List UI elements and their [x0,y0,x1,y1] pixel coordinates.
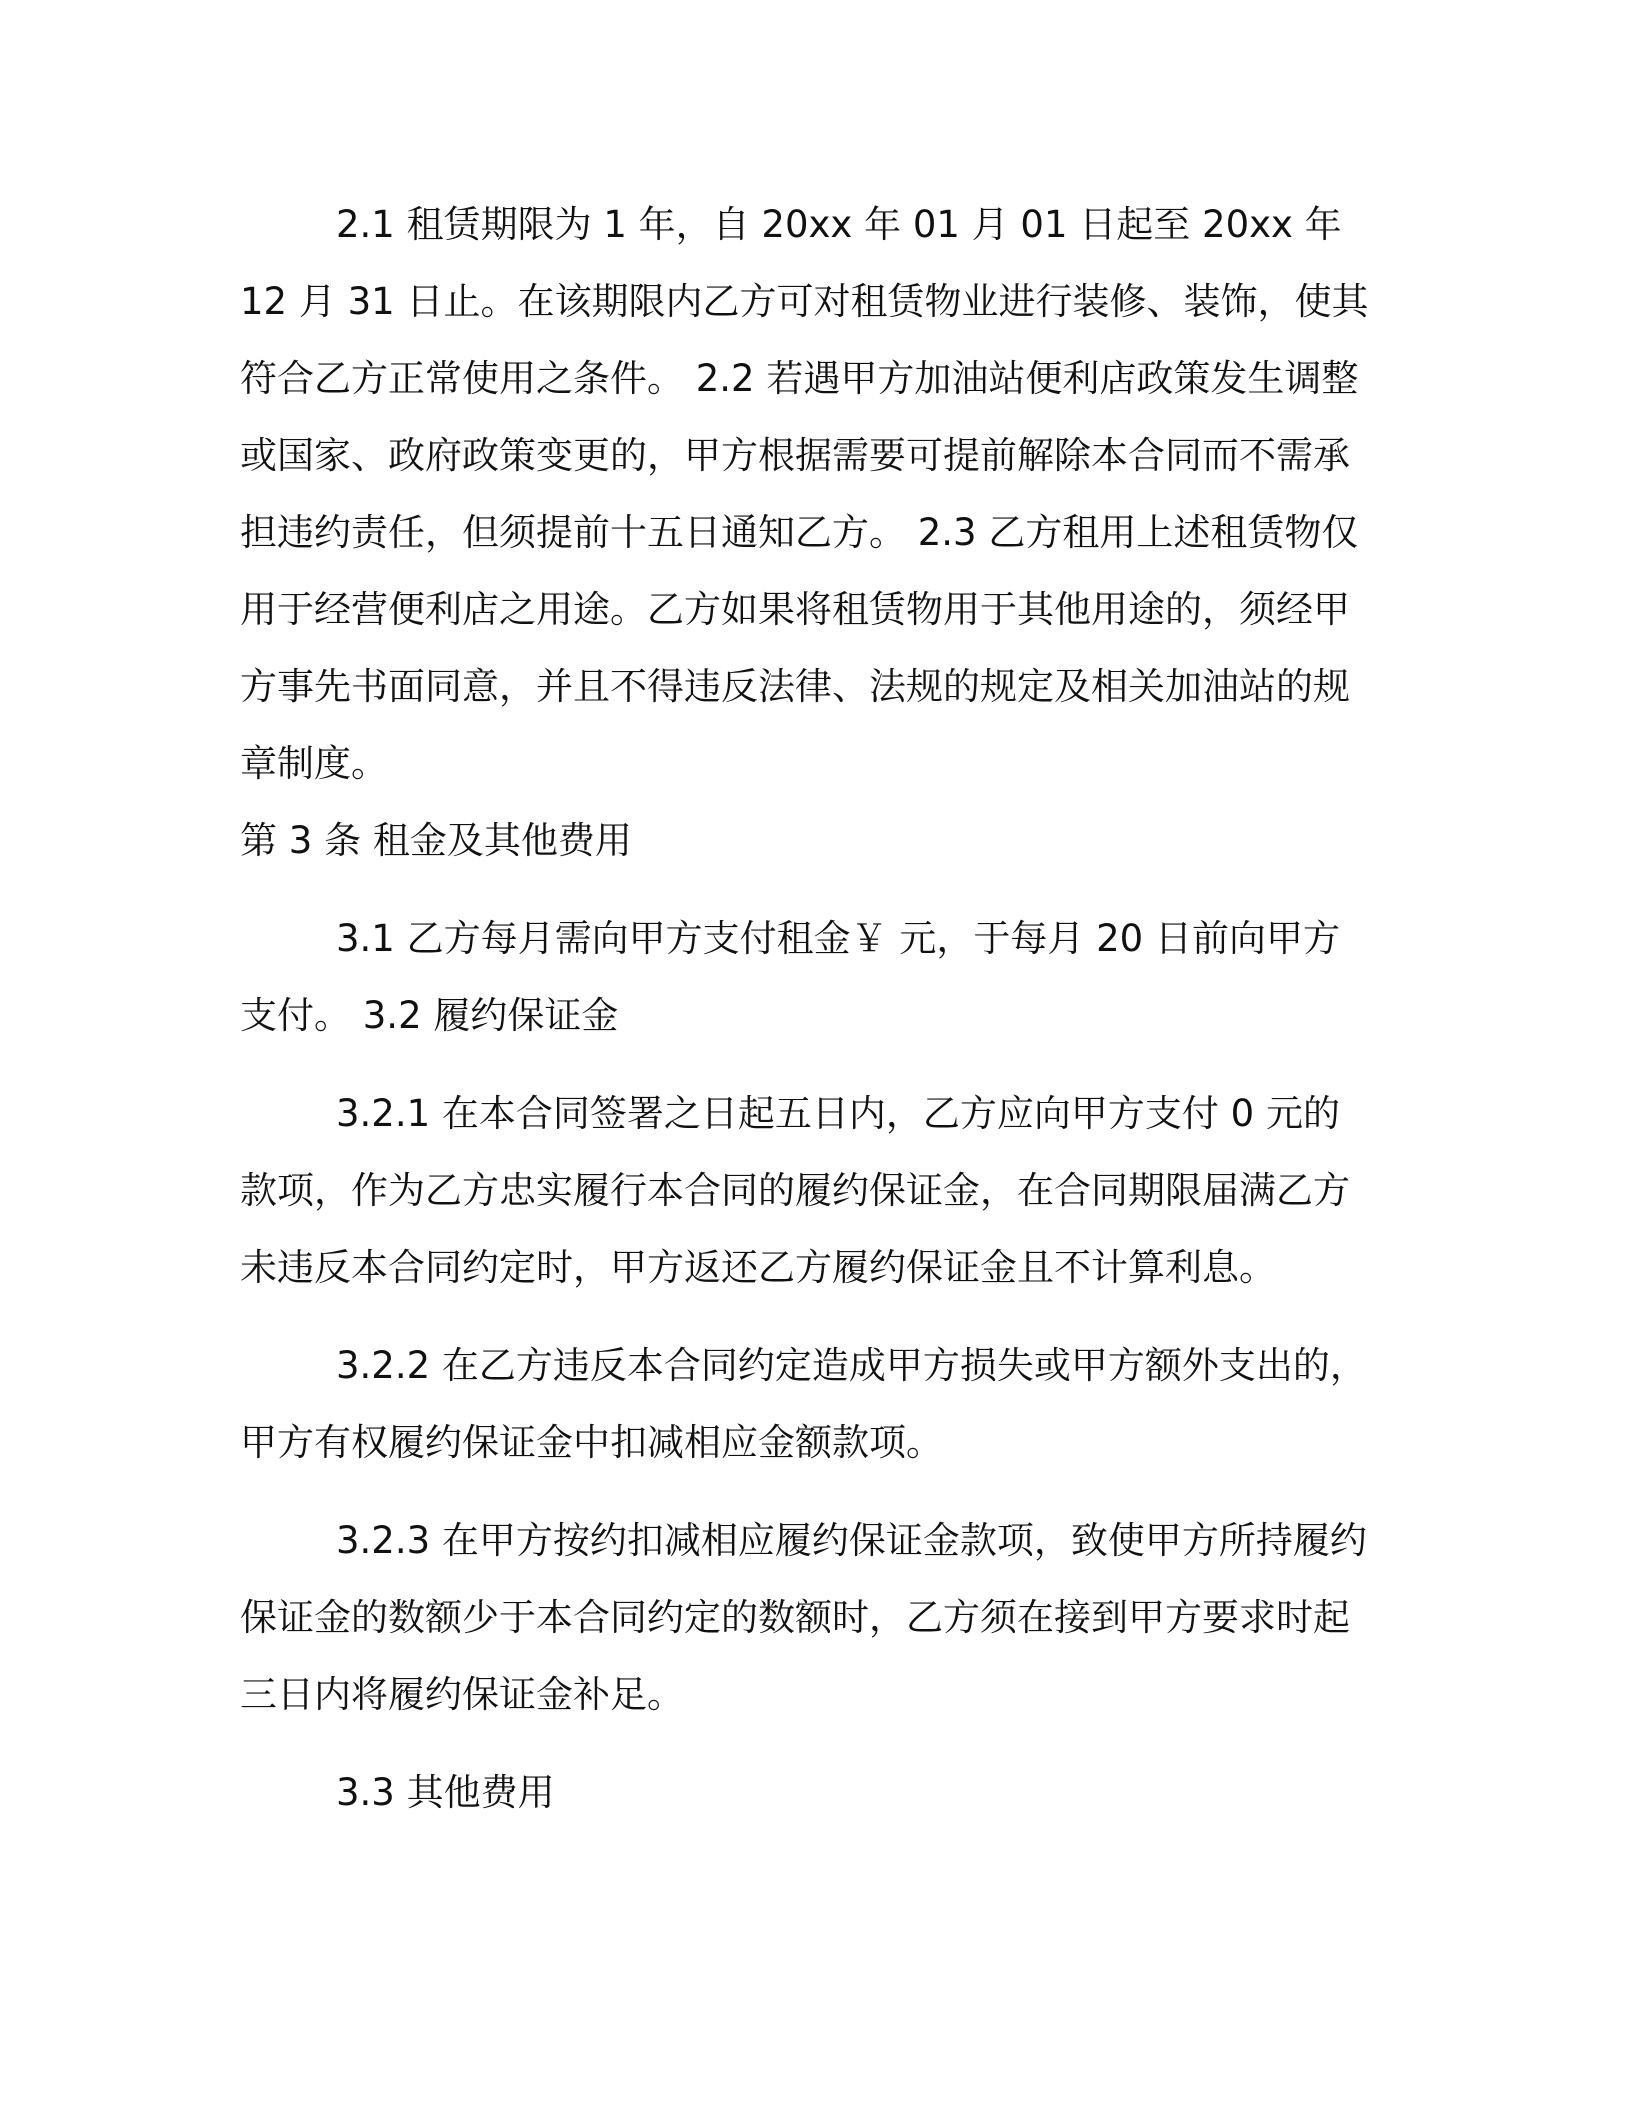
paragraph-rent-payment: 3.1 乙方每月需向甲方支付租金￥ 元，于每月 20 日前向甲方支付。 3.2 履约保证金 [240,917,1340,1037]
paragraph-deposit-deduction: 3.2.2 在乙方违反本合同约定造成甲方损失或甲方额外支出的，甲方有权履约保证金中扣减相应金额款项。 [240,1344,1367,1464]
document-page [240,186,1376,1831]
paragraph-deposit-payment: 3.2.1 在本合同签署之日起五日内，乙方应向甲方支付 0 元的款项，作为乙方忠实履行本合同的履约保证金，在合同期限届满乙方未违反本合同约定时，甲方返还乙方履约保证金且不计算利息。 [240,1092,1350,1289]
section-heading-rent: 第 3 条 租金及其他费用 [240,819,632,862]
paragraph-lease-term: 2.1 租赁期限为 1 年，自 20xx 年 01 月 01 日起至 20xx 年 12 月 31 日止。在该期限内乙方可对租赁物业进行装修、装饰，使其符合乙方正常使用之条件。 2.2 若遇甲方加油站便利店政策发生调整或国家、政府政策变更的，甲方根据需要可提前解除本合同而不需承担违约责任，但须提前十五日通知乙方。 2.3 乙方租用上述租赁物仅用于经营便利店之用途。乙方如果将租赁物用于其他用途的，须经甲方事先书面同意，并且不得违反法律、法规的规定及相关加油站的规章制度。 [240,203,1369,785]
paragraph-other-fees: 3.3 其他费用 [336,1771,555,1814]
paragraph-deposit-replenish: 3.2.3 在甲方按约扣减相应履约保证金款项，致使甲方所持履约保证金的数额少于本合同约定的数额时，乙方须在接到甲方要求时起三日内将履约保证金补足。 [240,1519,1367,1716]
